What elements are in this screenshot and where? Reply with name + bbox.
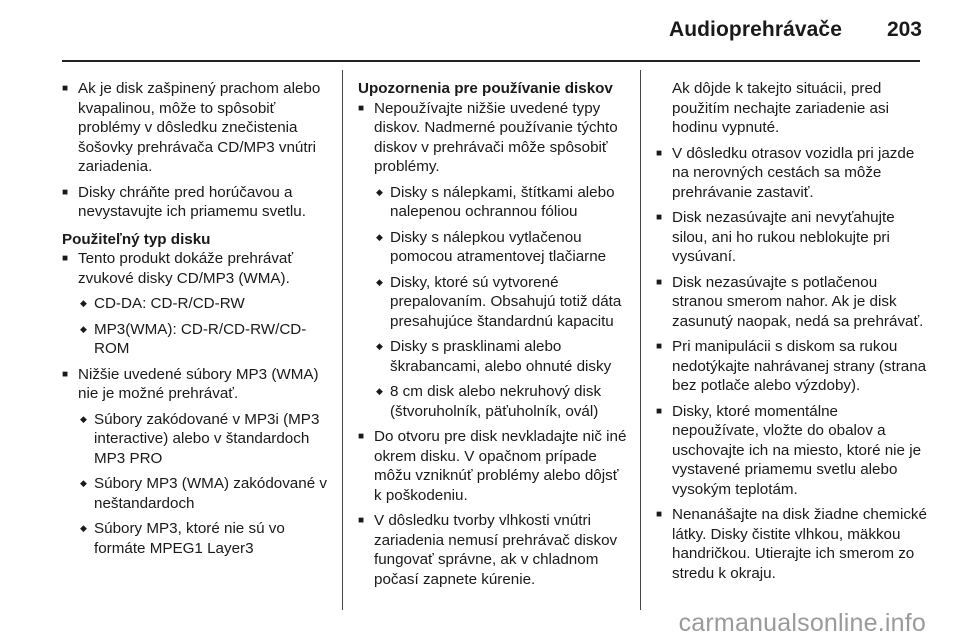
bullet-item: ■ Disky chráňte pred horúčavou a nevystavujte ich priamemu svetlu. (62, 183, 330, 222)
column-3 (656, 79, 928, 589)
sub-bullet-item: ◆ Disky s nálepkami, štítkami alebo nalepenou ochrannou fóliou (374, 183, 628, 222)
sub-bullet-item: ◆ MP3(WMA): CD-R/CD-RW/CD-ROM (78, 320, 330, 359)
sub-bullet-item: ◆ CD-DA: CD-R/CD-RW (78, 294, 330, 314)
sub-bullet-item: ◆ Súbory MP3 (WMA) zakódované v neštandardoch (78, 474, 330, 513)
column-1 (62, 79, 330, 564)
column-2 (358, 79, 628, 595)
column-divider-2 (640, 70, 641, 610)
bullet-item: ■ Disk nezasúvajte s potlačenou stranou smerom nahor. Ak je disk zasunutý naopak, nedá sa prehrávať. (656, 273, 928, 332)
bullet-item: ■ V dôsledku tvorby vlhkosti vnútri zariadenia nemusí prehrávač diskov fungovať správne, ak v chladnom počasí zapnete kúrenie. (358, 511, 628, 589)
sub-bullet-item: ◆ Disky s nálepkou vytlačenou pomocou atramentovej tlačiarne (374, 228, 628, 267)
column-divider-1 (342, 70, 343, 610)
bullet-item: ■ Nepoužívajte nižšie uvedené typy diskov. Nadmerné používanie týchto diskov v prehrávači môže spôsobiť problémy. (358, 99, 628, 177)
sub-bullet-item: ◆ Súbory MP3, ktoré nie sú vo formáte MPEG1 Layer3 (78, 519, 330, 558)
section-heading-disc-type: Použiteľný typ disku (62, 230, 211, 248)
section-heading-disc-warnings: Upozornenia pre používanie diskov (358, 80, 613, 97)
bullet-item: ■ Nižšie uvedené súbory MP3 (WMA) nie je možné prehrávať. (62, 365, 330, 404)
page-number: 203 (886, 18, 922, 41)
sub-bullet-item: ◆ 8 cm disk alebo nekruhový disk (štvoruholník, päťuholník, ovál) (374, 382, 628, 421)
bullet-item: ■ Ak je disk zašpinený prachom alebo kvapalinou, môže to spôsobiť problémy v dôsledku znečistenia šošovky prehrávača CD/MP3 vnútri zariadenia. (62, 79, 330, 177)
page-title: Audioprehrávače (668, 18, 842, 41)
bullet-item: ■ Disk nezasúvajte ani nevyťahujte silou, ani ho rukou neblokujte pri vysúvaní. (656, 208, 928, 267)
sub-bullet-item: ◆ Súbory zakódované v MP3i (MP3 interactive) alebo v štandardoch MP3 PRO (78, 410, 330, 469)
sub-bullet-item: ◆ Disky, ktoré sú vytvorené prepalovaním. Obsahujú totiž dáta presahujúce štandardnú kapacitu (374, 273, 628, 332)
page-header (0, 0, 960, 60)
bullet-item: ■ Do otvoru pre disk nevkladajte nič iné okrem disku. V opačnom prípade môžu vzniknúť problémy alebo dôjsť k poškodeniu. (358, 427, 628, 505)
continuation-paragraph: Ak dôjde k takejto situácii, pred použitím nechajte zariadenie asi hodinu vypnuté. (672, 80, 889, 136)
header-divider (62, 60, 920, 62)
bullet-item: ■ V dôsledku otrasov vozidla pri jazde na nerovných cestách sa môže prehrávanie zastaviť. (656, 144, 928, 203)
watermark-text: carmanualsonline.info (678, 609, 926, 637)
bullet-item: ■ Pri manipulácii s diskom sa rukou nedotýkajte nahrávanej strany (strana bez potlače alebo výzdoby). (656, 337, 928, 396)
sub-bullet-item: ◆ Disky s prasklinami alebo škrabancami, alebo ohnuté disky (374, 337, 628, 376)
bullet-item: ■ Tento produkt dokáže prehrávať zvukové disky CD/MP3 (WMA). (62, 249, 330, 288)
bullet-item: ■ Disky, ktoré momentálne nepoužívate, vložte do obalov a uschovajte ich na miesto, ktoré nie je vystavené priamemu svetlu alebo vysokým teplotám. (656, 402, 928, 500)
bullet-item: ■ Nenanášajte na disk žiadne chemické látky. Disky čistite vlhkou, mäkkou handričkou. Utierajte ich smerom zo stredu k okraju. (656, 505, 928, 583)
